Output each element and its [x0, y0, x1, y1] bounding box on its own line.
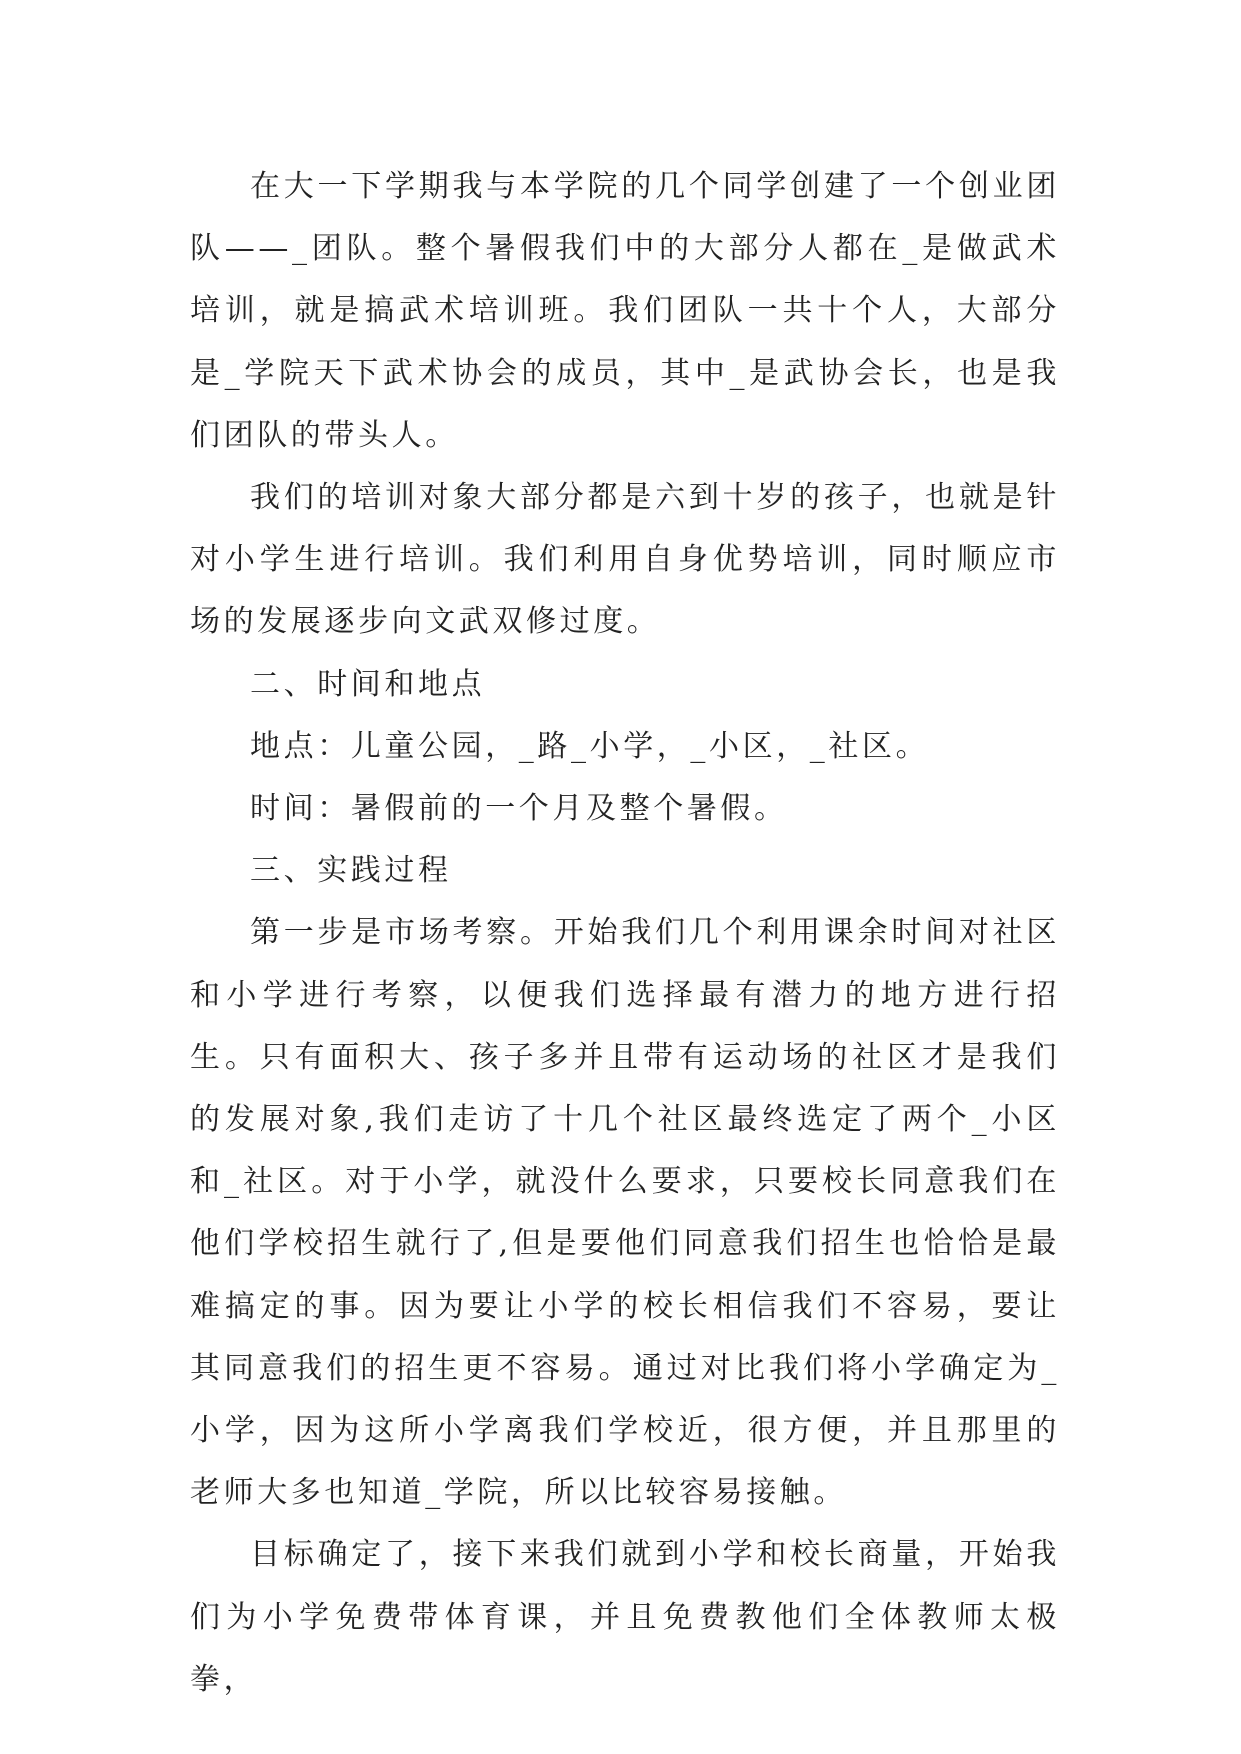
paragraph-market-survey: 第一步是市场考察。开始我们几个利用课余时间对社区和小学进行考察，以便我们选择最有潜力的地方进行招生。只有面积大、孩子多并且带有运动场的社区才是我们的发展对象,我们走访了十几个社区最终选定了两个_小区和_社区。对于小学，就没什么要求，只要校长同意我们在他们学校招生就行了,但是要他们同意我们招生也恰恰是最难搞定的事。因为要让小学的校长相信我们不容易，要让其同意我们的招生更不容易。通过对比我们将小学确定为_小学，因为这所小学离我们学校近，很方便，并且那里的老师大多也知道_学院，所以比较容易接触。 [190, 915, 1060, 1511]
paragraph-team-intro: 在大一下学期我与本学院的几个同学创建了一个创业团队——_团队。整个暑假我们中的大部分人都在_是做武术培训，就是搞武术培训班。我们团队一共十个人，大部分是_学院天下武术协会的成员，其中_是武协会长，也是我们团队的带头人。 [190, 169, 1060, 453]
paragraph-goal-confirmed: 目标确定了，接下来我们就到小学和校长商量，开始我们为小学免费带体育课，并且免费教他们全体教师太极拳， [190, 1537, 1060, 1697]
section-heading-practice-process: 三、实践过程 [250, 853, 452, 889]
paragraph-training-target: 我们的培训对象大部分都是六到十岁的孩子，也就是针对小学生进行培训。我们利用自身优势培训，同时顺应市场的发展逐步向文武双修过度。 [190, 480, 1060, 640]
paragraph-time: 时间：暑假前的一个月及整个暑假。 [250, 791, 788, 827]
section-heading-time-place: 二、时间和地点 [250, 666, 486, 702]
paragraph-location: 地点：儿童公园，_路_小学，_小区，_社区。 [250, 728, 930, 764]
document-body [190, 156, 1060, 1711]
